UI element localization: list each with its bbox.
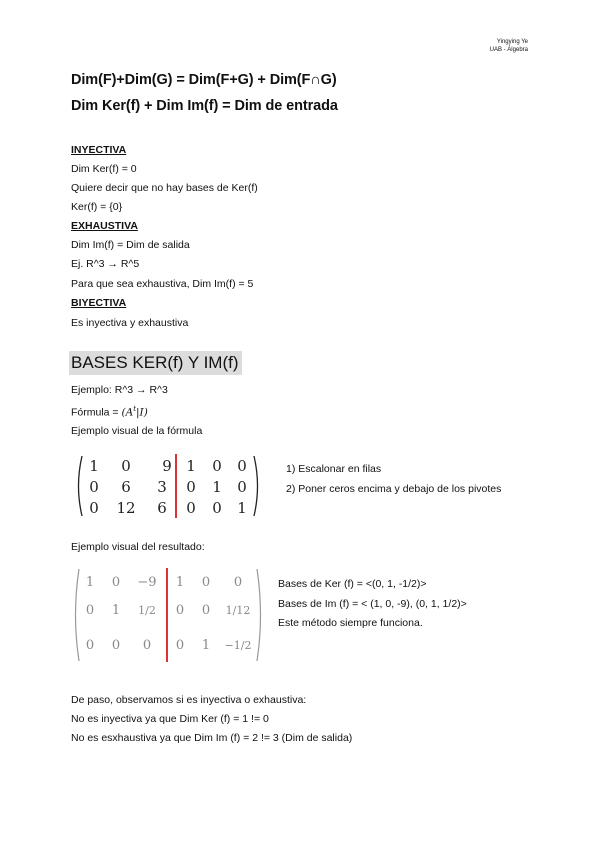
matrix-right-paren <box>257 569 261 661</box>
matrix-left-paren <box>79 456 83 516</box>
matrix-cell: 1 <box>89 457 99 475</box>
matrix-cell: 9 <box>162 457 172 475</box>
matrix-cell: 0 <box>201 575 211 590</box>
matrix-cell: 0 <box>212 499 222 517</box>
augmented-matrix-result <box>74 566 266 664</box>
formula-a: A <box>125 406 134 419</box>
result-line: Bases de Ker (f) = <(0, 1, -1/2)> <box>278 578 427 590</box>
matrix-cell: 1 <box>175 575 185 590</box>
rank-nullity-formula: Dim Ker(f) + Dim Im(f) = Dim de entrada <box>71 98 338 114</box>
step-item: 2) Poner ceros encima y debajo de los pivotes <box>286 483 502 495</box>
matrix-cell: 0 <box>85 638 95 653</box>
matrix-cell: 1/12 <box>225 604 251 617</box>
matrix-cell: 0 <box>85 603 95 618</box>
matrix-cell: −1/2 <box>224 639 252 652</box>
visual-formula-label: Ejemplo visual de la fórmula <box>71 425 203 437</box>
visual-result-label: Ejemplo visual del resultado: <box>71 541 205 553</box>
conclusion-line: No es inyectiva ya que Dim Ker (f) = 1 != 0 <box>71 713 269 725</box>
matrix-cell: 0 <box>121 457 131 475</box>
matrix-cell: 12 <box>116 499 136 517</box>
exhaustiva-line: Ej. R^3 → R^5 <box>71 258 140 270</box>
matrix-cell: 0 <box>89 499 99 517</box>
section-heading: BASES KER(f) Y IM(f) <box>69 351 242 375</box>
matrix-cell: 0 <box>212 457 222 475</box>
matrix-cell: 0 <box>111 638 121 653</box>
matrix-left-paren <box>76 569 80 661</box>
matrix-cell: 0 <box>142 638 152 653</box>
biyectiva-title: BIYECTIVA <box>71 297 127 309</box>
matrix-cell: 1 <box>85 575 95 590</box>
result-line: Este método siempre funciona. <box>278 617 423 629</box>
formula-line <box>71 405 148 419</box>
exhaustiva-line: Dim Im(f) = Dim de salida <box>71 239 190 251</box>
example-text: Ejemplo: R^3 → R^3 <box>71 384 168 396</box>
matrix-cell: 0 <box>111 575 121 590</box>
formula-label: Fórmula = <box>71 406 122 419</box>
matrix-cell: 3 <box>157 478 167 496</box>
step-item: 1) Escalonar en filas <box>286 463 382 475</box>
inyectiva-title: INYECTIVA <box>71 144 127 156</box>
matrix-cell: 0 <box>237 457 247 475</box>
author-name: Yingying Ye <box>496 39 528 45</box>
matrix-cell: 1 <box>237 499 247 517</box>
inyectiva-line: Ker(f) = {0} <box>71 201 123 213</box>
matrix-cell: 1 <box>201 638 211 653</box>
exhaustiva-line: Para que sea exhaustiva, Dim Im(f) = 5 <box>71 278 254 290</box>
matrix-cell: 0 <box>237 478 247 496</box>
matrix-cell: 6 <box>157 499 167 517</box>
biyectiva-line: Es inyectiva y exhaustiva <box>71 317 189 329</box>
matrix-cell: 1 <box>212 478 222 496</box>
matrix-cell: 1/2 <box>138 604 156 617</box>
conclusion-line: No es esxhaustiva ya que Dim Im (f) = 2 != 3 (Dim de salida) <box>71 732 353 744</box>
result-line: Bases de Im (f) = < (1, 0, -9), (0, 1, 1/2)> <box>278 598 467 610</box>
formula-open: ( <box>121 406 126 419</box>
matrix-cell: 0 <box>186 499 196 517</box>
matrix-right-paren <box>254 456 258 516</box>
matrix-cell: 0 <box>175 603 185 618</box>
conclusion-line: De paso, observamos si es inyectiva o exhaustiva: <box>71 694 307 706</box>
course-name: UAB - Álgebra <box>489 47 528 53</box>
inyectiva-line: Quiere decir que no hay bases de Ker(f) <box>71 182 258 194</box>
formula-identity: |I) <box>136 406 148 419</box>
matrix-cell: 6 <box>121 478 131 496</box>
matrix-cell: 0 <box>201 603 211 618</box>
matrix-cell: 0 <box>186 478 196 496</box>
inyectiva-line: Dim Ker(f) = 0 <box>71 163 137 175</box>
matrix-cell: −9 <box>137 575 157 590</box>
matrix-cell: 0 <box>89 478 99 496</box>
matrix-cell: 0 <box>233 575 243 590</box>
augmented-matrix-initial <box>74 453 264 519</box>
exhaustiva-title: EXHAUSTIVA <box>71 220 138 232</box>
matrix-cell: 0 <box>175 638 185 653</box>
matrix-cell: 1 <box>111 603 121 618</box>
dimension-formula: Dim(F)+Dim(G) = Dim(F+G) + Dim(F∩G) <box>71 72 337 88</box>
matrix-cell: 1 <box>186 457 196 475</box>
formula-transpose: t <box>133 405 137 413</box>
